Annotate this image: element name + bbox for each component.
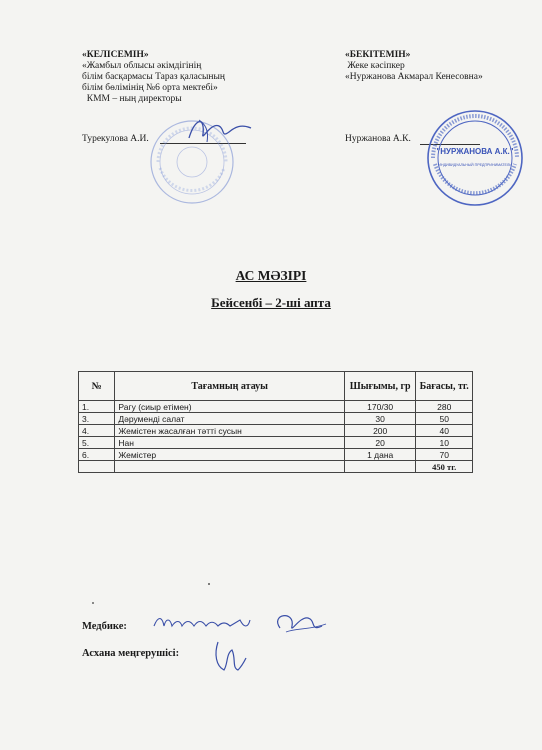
row-dish-name: Рагу (сиыр етімен) [115,401,345,413]
row-price: 40 [416,425,473,437]
approval-line: «Нуржанова Акмарал Кенесовна» [345,72,483,82]
stamp-subtext: ИНДИВИДУАЛЬНЫЙ ПРЕДПРИНИМАТЕЛЬ [438,163,512,167]
entrepreneur-stamp [425,108,525,208]
table-row [79,425,473,437]
approval-line: «Жамбыл облысы әкімдігінің [82,61,202,71]
row-price: 50 [416,413,473,425]
menu-subtitle: Бейсенбі – 2-ші апта [211,295,331,310]
table-row [79,449,473,461]
approval-line: КММ – ның директоры [82,94,182,104]
row-num: 1. [79,401,115,413]
table-header-row [79,372,473,401]
row-dish-name: Нан [115,437,345,449]
row-price: 70 [416,449,473,461]
kitchen-head-signature [210,636,250,676]
row-num: 5. [79,437,115,449]
paper-speck [92,602,94,604]
menu-title: АС МӘЗІРІ [235,268,307,283]
row-num: 4. [79,425,115,437]
row-num: 3. [79,413,115,425]
row-weight: 200 [344,425,415,437]
approval-block-right [345,50,483,83]
row-weight: 170/30 [344,401,415,413]
stamp-name: "НУРЖАНОВА А.К." [436,147,514,156]
row-price: 10 [416,437,473,449]
row-dish-name: Жемістен жасалған тәтті сусын [115,425,345,437]
header-price: Бағасы, тг. [416,372,473,401]
approval-block-left [82,50,225,105]
total-empty-cell [115,461,345,473]
row-dish-name: Дәрумендi салат [115,413,345,425]
header-dish-name: Тағамның атауы [115,372,345,401]
approval-title-right: «БЕКІТЕМІН» [345,50,411,60]
signatory-left: Турекулова А.И. [82,134,149,144]
table-row [79,437,473,449]
approval-title-left: «КЕЛІСЕМІН» [82,50,149,60]
signature-left [185,112,255,146]
row-weight: 20 [344,437,415,449]
table-row [79,401,473,413]
header-weight: Шығымы, гр [344,372,415,401]
nurse-label: Медбике: [82,621,127,632]
header-num: № [79,372,115,401]
row-dish-name: Жемістер [115,449,345,461]
table-total-row [79,461,473,473]
approval-line: білім бөлімінің №6 орта мектебі» [82,83,218,93]
kitchen-head-label: Асхана меңгерушісі: [82,648,180,659]
row-weight: 1 дана [344,449,415,461]
approval-line: білім басқармасы Тараз қаласының [82,72,225,82]
table-row [79,413,473,425]
approval-line: Жеке кәсіпкер [345,61,405,71]
total-price: 450 тг. [416,461,473,473]
row-num: 6. [79,449,115,461]
menu-table [78,371,473,473]
nurse-signature [150,606,330,640]
row-price: 280 [416,401,473,413]
total-empty-cell [79,461,115,473]
signatory-right: Нуржанова А.К. [345,134,411,144]
total-empty-cell [344,461,415,473]
row-weight: 30 [344,413,415,425]
paper-speck [208,583,210,585]
